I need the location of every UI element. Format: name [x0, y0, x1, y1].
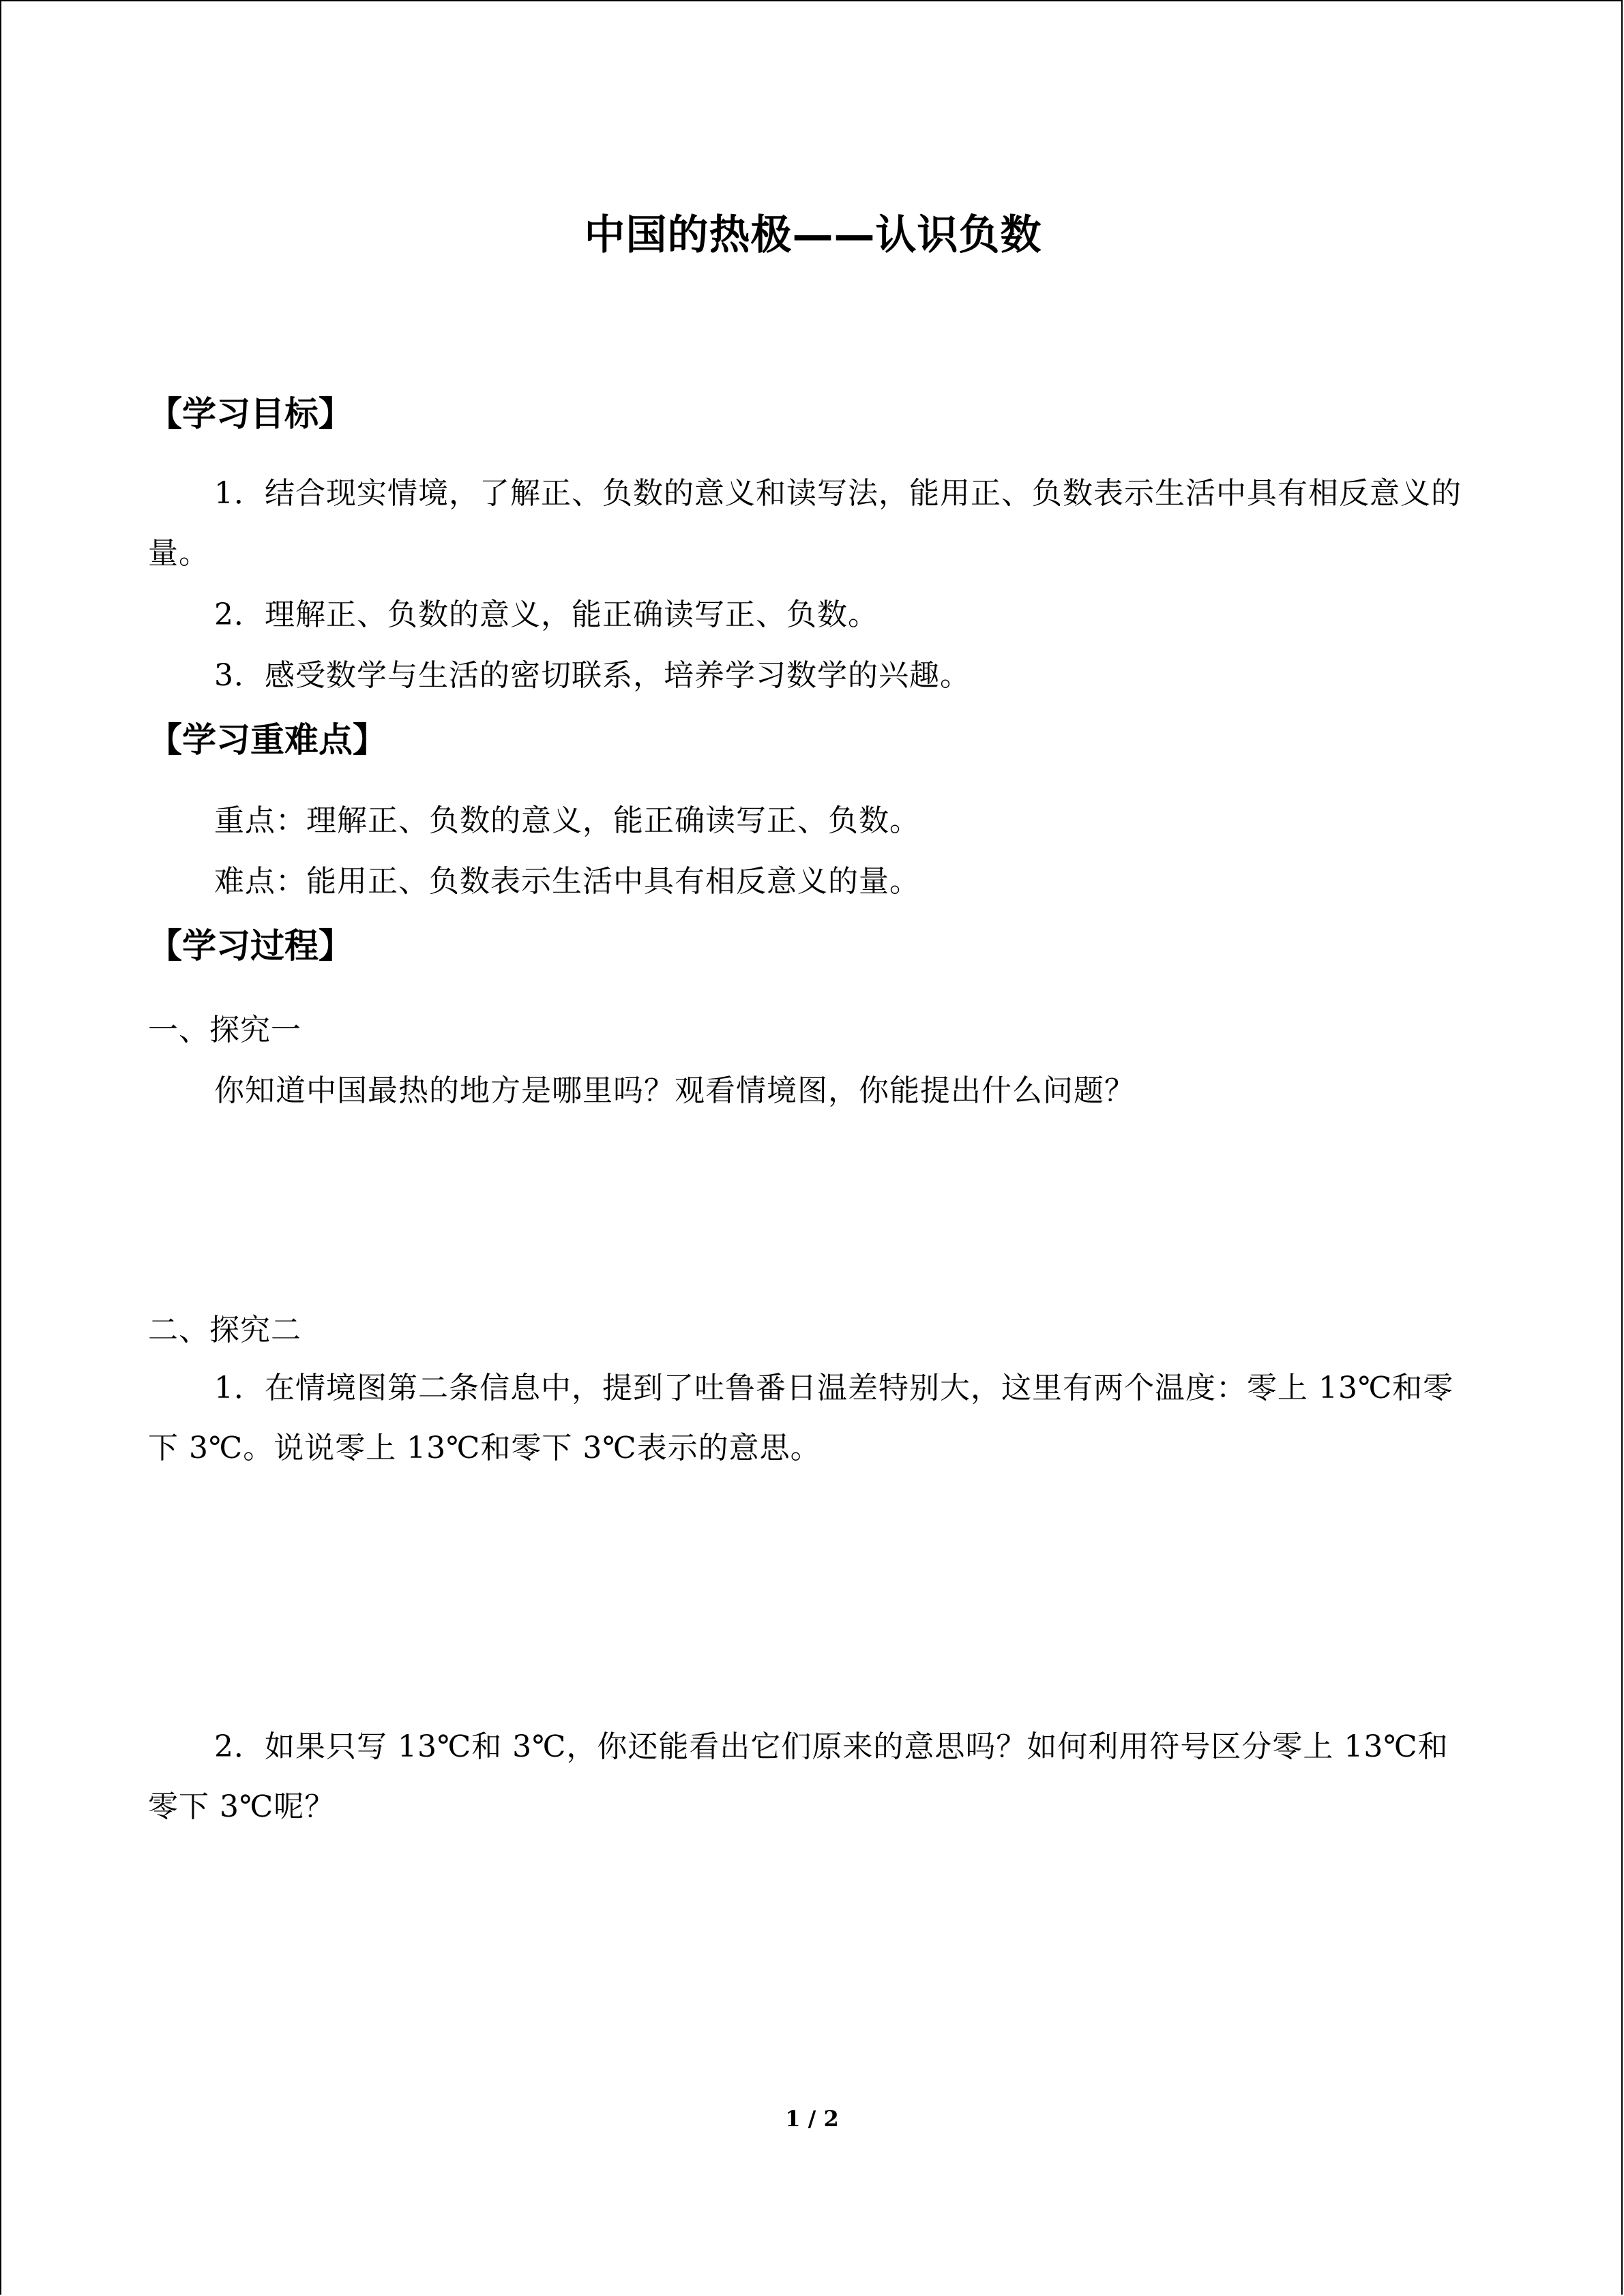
process-heading: 【学习过程】: [148, 926, 353, 966]
key-points-heading: 【学习重难点】: [148, 720, 387, 760]
page-number: 1 / 2: [785, 2106, 839, 2132]
key-point-item-2: 难点：能用正、负数表示生活中具有相反意义的量。: [214, 864, 920, 899]
objectives-heading: 【学习目标】: [148, 394, 353, 434]
key-point-item-1: 重点：理解正、负数的意义，能正确读写正、负数。: [214, 803, 920, 838]
document-title: 中国的热极——认识负数: [584, 211, 1042, 259]
explore2-label: 二、探究二: [148, 1313, 301, 1347]
explore1-label: 一、探究一: [148, 1013, 301, 1047]
explore1-question: 你知道中国最热的地方是哪里吗？观看情境图，你能提出什么问题？: [214, 1073, 1135, 1108]
objective-item-1: 1．结合现实情境，了解正、负数的意义和读写法，能用正、负数表示生活中具有相反意义的量。: [148, 476, 1462, 571]
explore2-question-1: 1．在情境图第二条信息中，提到了吐鲁番日温差特别大，这里有两个温度：零上 13℃和零下 3℃。说说零上 13℃和零下 3℃表示的意思。: [148, 1371, 1454, 1465]
explore2-question-2: 2．如果只写 13℃和 3℃，你还能看出它们原来的意思吗？如何利用符号区分零上 13℃和零下 3℃呢？: [148, 1729, 1449, 1824]
objective-item-3: 3．感受数学与生活的密切联系，培养学习数学的兴趣。: [214, 658, 971, 693]
objective-item-2: 2．理解正、负数的意义，能正确读写正、负数。: [214, 597, 879, 632]
